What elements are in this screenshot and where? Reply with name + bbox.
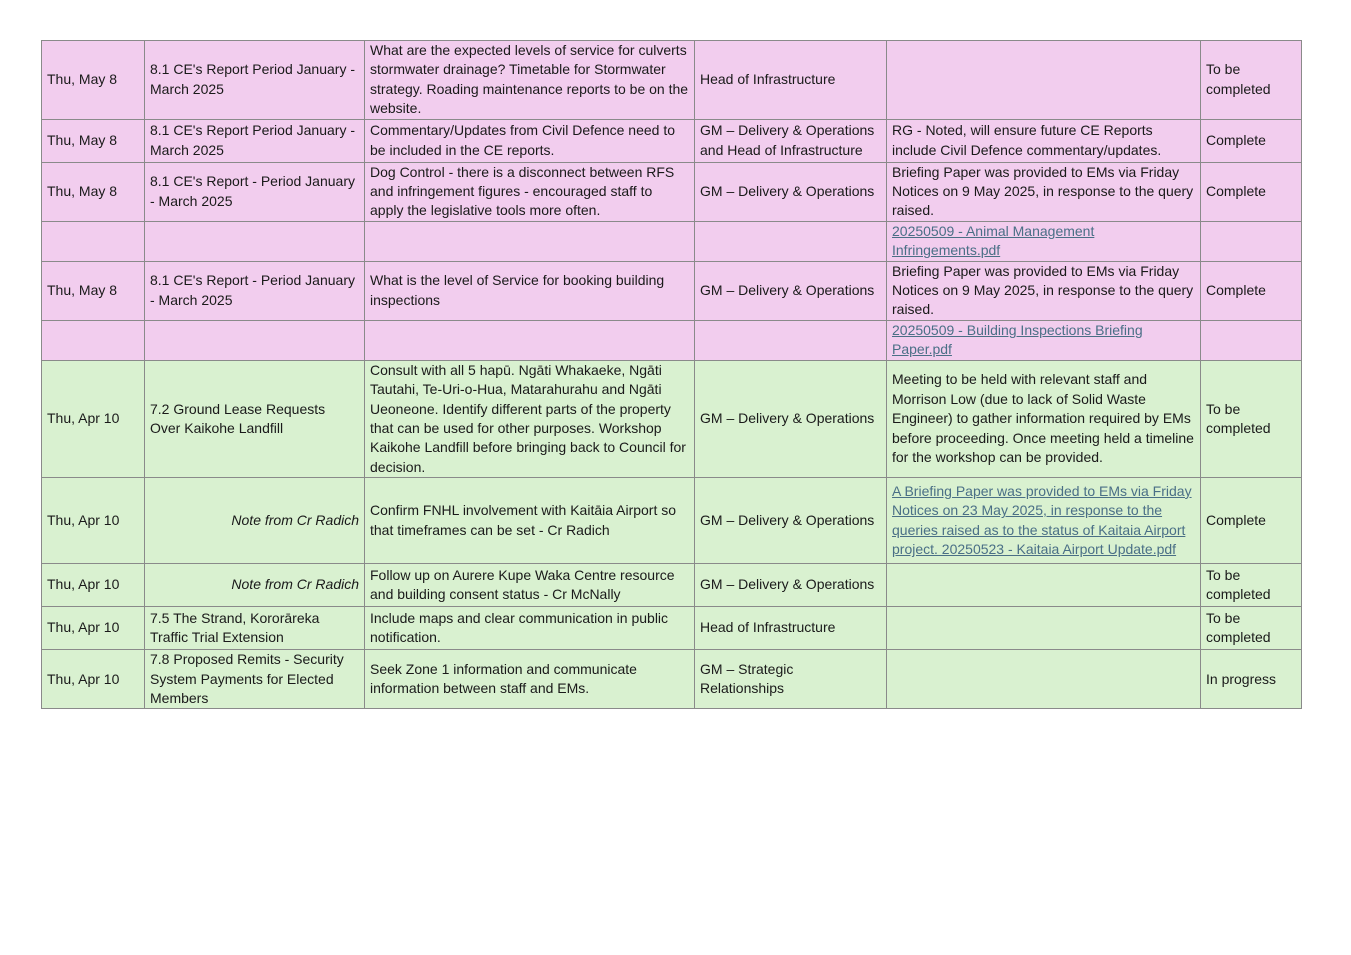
action-cell xyxy=(365,221,695,261)
action-cell: Seek Zone 1 information and communicate information between staff and EMs. xyxy=(365,650,695,709)
agenda-item-cell: 7.2 Ground Lease Requests Over Kaikohe Landfill xyxy=(145,360,365,477)
action-items-table xyxy=(41,40,1302,709)
status-cell: Complete xyxy=(1201,162,1302,221)
status-cell: Complete xyxy=(1201,478,1302,564)
table-row xyxy=(42,261,1302,320)
response-cell: Briefing Paper was provided to EMs via Friday Notices on 9 May 2025, in response to the query raised. xyxy=(887,261,1201,320)
owner-cell: GM – Delivery & Operations xyxy=(695,564,887,607)
action-cell: What is the level of Service for booking building inspections xyxy=(365,261,695,320)
date-cell xyxy=(42,320,145,360)
date-cell: Thu, Apr 10 xyxy=(42,650,145,709)
date-cell: Thu, Apr 10 xyxy=(42,564,145,607)
agenda-item-cell xyxy=(145,221,365,261)
owner-cell: GM – Strategic Relationships xyxy=(695,650,887,709)
date-cell: Thu, May 8 xyxy=(42,261,145,320)
table-row xyxy=(42,162,1302,221)
response-cell: Meeting to be held with relevant staff and Morrison Low (due to lack of Solid Waste Engineer) to gather information required by EMs before proceeding. Once meeting held a timeline for the workshop can be provided. xyxy=(887,360,1201,477)
agenda-item-cell: Note from Cr Radich xyxy=(145,478,365,564)
document-link[interactable]: 20250509 - Building Inspections Briefing Paper.pdf xyxy=(892,321,1143,358)
status-cell: Complete xyxy=(1201,261,1302,320)
response-cell xyxy=(887,41,1201,120)
agenda-item-cell: 8.1 CE's Report Period January - March 2025 xyxy=(145,119,365,162)
owner-cell xyxy=(695,221,887,261)
response-cell: Briefing Paper was provided to EMs via Friday Notices on 9 May 2025, in response to the query raised. xyxy=(887,162,1201,221)
table-row xyxy=(42,41,1302,120)
status-cell: To be completed xyxy=(1201,360,1302,477)
agenda-item-cell: 8.1 CE's Report - Period January - March 2025 xyxy=(145,162,365,221)
date-cell: Thu, May 8 xyxy=(42,162,145,221)
table-row xyxy=(42,119,1302,162)
date-cell: Thu, Apr 10 xyxy=(42,360,145,477)
agenda-item-cell xyxy=(145,320,365,360)
response-cell: RG - Noted, will ensure future CE Reports include Civil Defence commentary/updates. xyxy=(887,119,1201,162)
action-cell: Confirm FNHL involvement with Kaitāia Airport so that timeframes can be set - Cr Radich xyxy=(365,478,695,564)
action-cell: Follow up on Aurere Kupe Waka Centre resource and building consent status - Cr McNally xyxy=(365,564,695,607)
response-cell xyxy=(887,564,1201,607)
table-row xyxy=(42,564,1302,607)
status-cell xyxy=(1201,221,1302,261)
date-cell xyxy=(42,221,145,261)
action-cell: What are the expected levels of service for culverts stormwater drainage? Timetable for Stormwater strategy. Roading maintenance reports to be on the website. xyxy=(365,41,695,120)
agenda-item-cell: Note from Cr Radich xyxy=(145,564,365,607)
status-cell xyxy=(1201,320,1302,360)
date-cell: Thu, Apr 10 xyxy=(42,607,145,650)
date-cell: Thu, May 8 xyxy=(42,41,145,120)
action-cell: Dog Control - there is a disconnect between RFS and infringement figures - encouraged staff to apply the legislative tools more often. xyxy=(365,162,695,221)
status-cell: To be completed xyxy=(1201,41,1302,120)
owner-cell: GM – Delivery & Operations xyxy=(695,478,887,564)
action-items-table-wrapper xyxy=(41,40,1301,709)
status-cell: Complete xyxy=(1201,119,1302,162)
response-cell xyxy=(887,320,1201,360)
owner-cell: GM – Delivery & Operations xyxy=(695,162,887,221)
status-cell: To be completed xyxy=(1201,564,1302,607)
date-cell: Thu, May 8 xyxy=(42,119,145,162)
response-cell xyxy=(887,478,1201,564)
owner-cell: Head of Infrastructure xyxy=(695,41,887,120)
action-cell: Commentary/Updates from Civil Defence need to be included in the CE reports. xyxy=(365,119,695,162)
table-row xyxy=(42,478,1302,564)
table-row xyxy=(42,360,1302,477)
agenda-item-cell: 8.1 CE's Report - Period January - March 2025 xyxy=(145,261,365,320)
status-cell: In progress xyxy=(1201,650,1302,709)
owner-cell: GM – Delivery & Operations and Head of Infrastructure xyxy=(695,119,887,162)
table-row xyxy=(42,221,1302,261)
response-cell xyxy=(887,650,1201,709)
owner-cell: GM – Delivery & Operations xyxy=(695,360,887,477)
date-cell: Thu, Apr 10 xyxy=(42,478,145,564)
agenda-item-cell: 7.8 Proposed Remits - Security System Payments for Elected Members xyxy=(145,650,365,709)
owner-cell: Head of Infrastructure xyxy=(695,607,887,650)
owner-cell xyxy=(695,320,887,360)
owner-cell: GM – Delivery & Operations xyxy=(695,261,887,320)
action-cell xyxy=(365,320,695,360)
action-cell: Consult with all 5 hapū. Ngāti Whakaeke, Ngāti Tautahi, Te-Uri-o-Hua, Matarahurahu and Ngāti Ueoneone. Identify different parts of the property that can be used for other purposes. Workshop Kaikohe Landfill before bringing back to Council for decision. xyxy=(365,360,695,477)
status-cell: To be completed xyxy=(1201,607,1302,650)
table-row xyxy=(42,650,1302,709)
agenda-item-cell: 8.1 CE's Report Period January - March 2025 xyxy=(145,41,365,120)
action-cell: Include maps and clear communication in public notification. xyxy=(365,607,695,650)
response-cell xyxy=(887,221,1201,261)
table-row xyxy=(42,320,1302,360)
response-cell xyxy=(887,607,1201,650)
agenda-item-cell: 7.5 The Strand, Kororāreka Traffic Trial Extension xyxy=(145,607,365,650)
document-link[interactable]: 20250509 - Animal Management Infringements.pdf xyxy=(892,222,1095,259)
document-link[interactable]: A Briefing Paper was provided to EMs via Friday Notices on 23 May 2025, in response to the queries raised as to the status of Kaitaia Airport project. 20250523 - Kaitaia Airport Update.pdf xyxy=(892,482,1192,558)
table-row xyxy=(42,607,1302,650)
